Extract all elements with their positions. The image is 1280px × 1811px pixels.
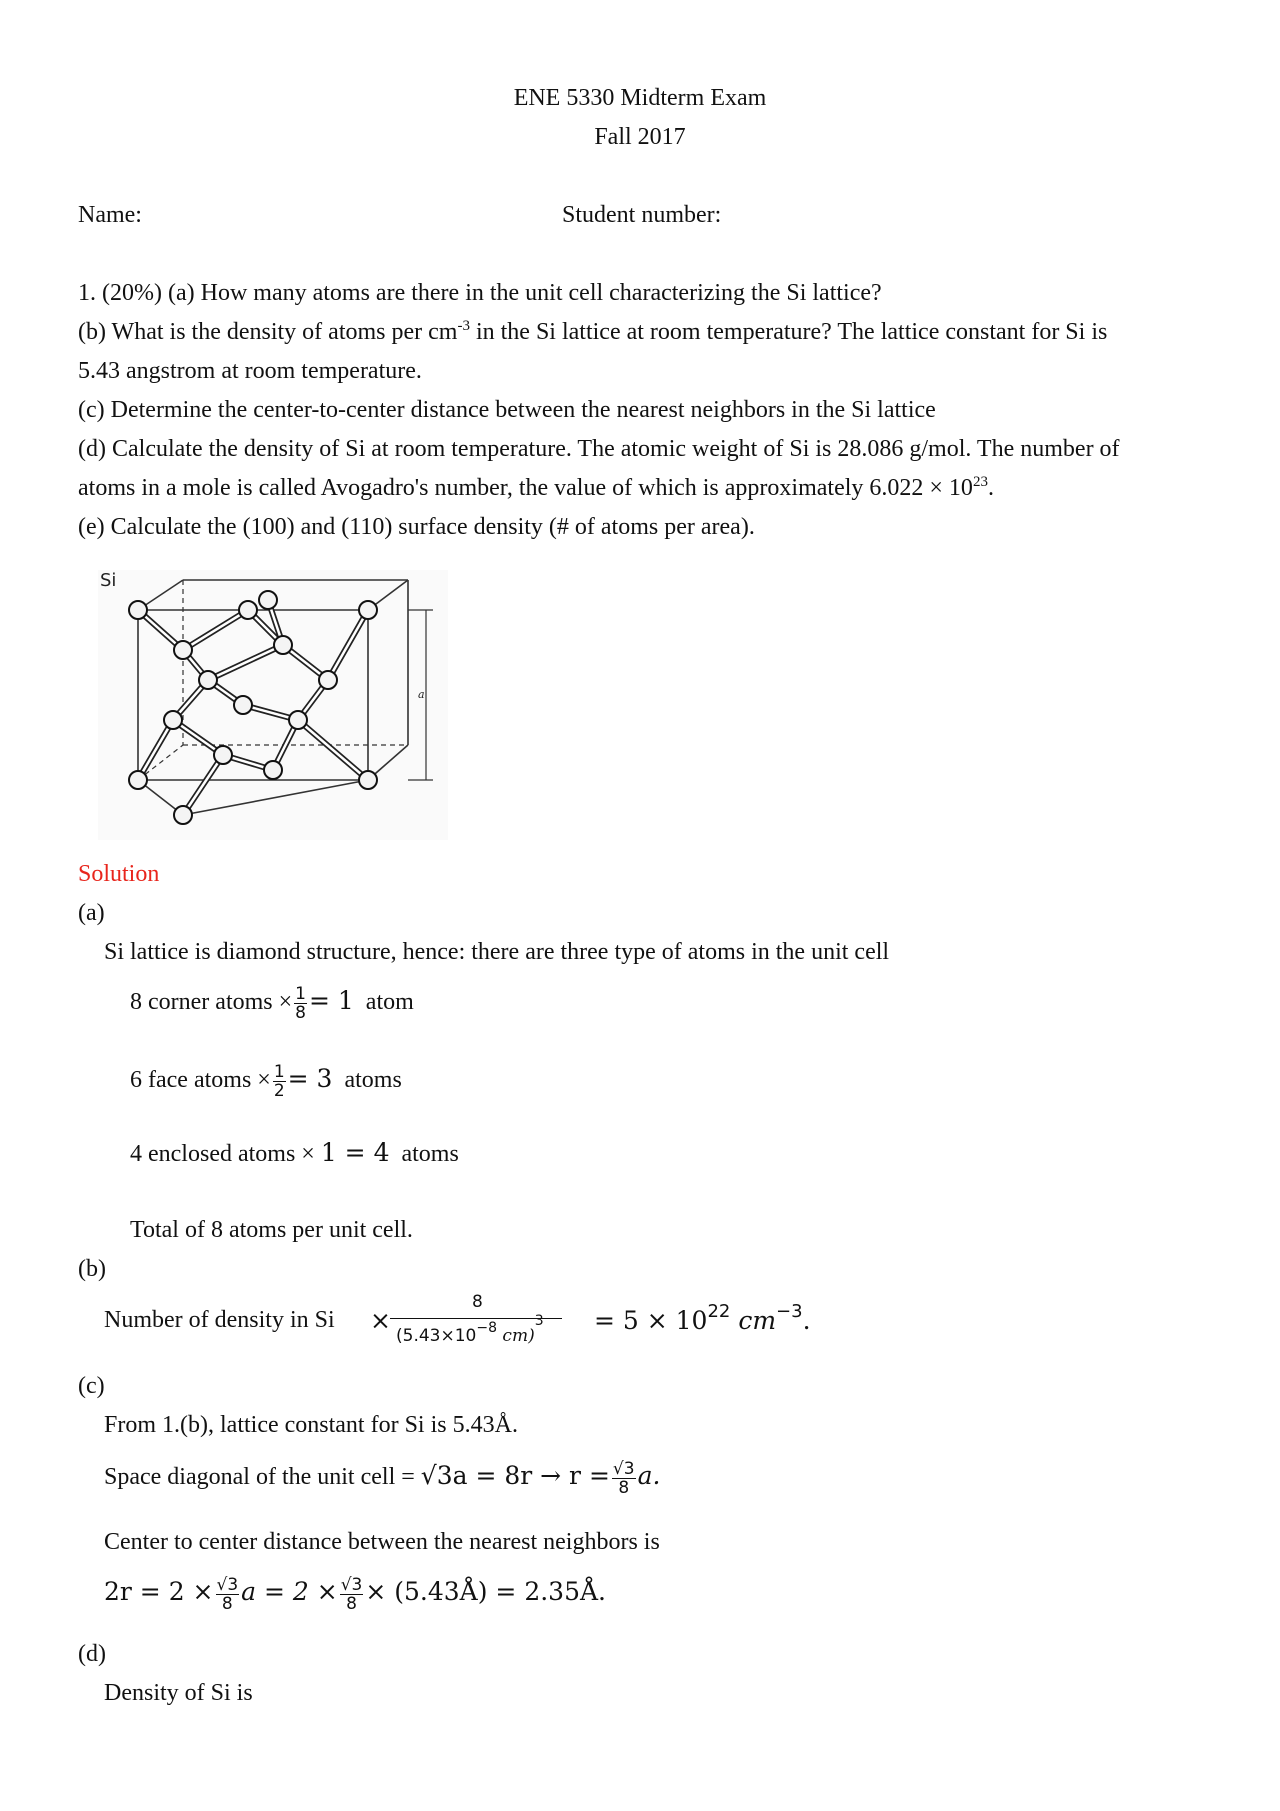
atom-label: Si [100,570,117,591]
corner-result: = 1 [308,986,354,1016]
calc-fraction-1 [216,1576,240,1613]
face-fraction-num: 1 [273,1062,285,1082]
diag-fraction [612,1460,636,1497]
result-unit-exp: −3 [776,1301,803,1322]
exam-title: ENE 5330 Midterm Exam [513,85,767,111]
corner-text: 8 corner atoms × [130,989,293,1016]
question-a: 1. (20%) (a) How many atoms are there in the unit cell characterizing the Si lattice? [78,280,882,306]
enclosed-atoms-line [130,1138,459,1169]
question-b-part2: in the Si lattice at room temperature? The lattice constant for Si is [469,319,1108,345]
calc-post: × (5.43Å) = 2.35Å. [365,1577,606,1607]
calc-fraction-2-num: √3 [340,1575,363,1595]
calc-mid: a = 2 × [241,1577,338,1607]
enclosed-result: 1 = 4 [320,1138,390,1167]
diag-end: a. [637,1461,661,1491]
density-numerator: 8 [472,1292,483,1312]
times-sign: × [370,1306,391,1335]
name-label: Name: [78,202,142,228]
question-b [78,318,1107,347]
density-result [594,1301,811,1336]
calc-fraction-1-num: √3 [216,1575,239,1595]
denominator-exp: −8 [476,1320,498,1336]
density-si-text: Density of Si is [104,1680,253,1706]
result-end: . [802,1306,811,1335]
face-result: = 3 [287,1064,333,1094]
question-c: (c) Determine the center-to-center distance between the nearest neighbors in the Si lattice [78,397,936,423]
diag-expr: √3a = 8r → r = [420,1461,610,1491]
solution-a-label: (a) [78,900,105,926]
enclosed-unit: atoms [401,1141,459,1167]
denominator-pre: (5.43×10 [396,1326,477,1346]
denominator-unit: cm) [502,1326,535,1346]
calc-fraction-1-den: 8 [216,1594,240,1613]
enclosed-text: 4 enclosed atoms × [130,1141,315,1167]
question-b-part1: (b) What is the density of atoms per cm [78,319,458,345]
solution-d-label: (d) [78,1641,106,1667]
center-distance-text: Center to center distance between the nearest neighbors is [104,1529,660,1555]
calc-pre: 2r = 2 × [104,1577,214,1607]
diag-text: Space diagonal of the unit cell = [104,1464,415,1491]
corner-fraction-num: 1 [295,984,306,1004]
result-exp: 22 [707,1301,731,1322]
solution-a-intro: Si lattice is diamond structure, hence: there are three type of atoms in the unit cell [104,939,890,965]
question-d-line1: (d) Calculate the density of Si at room temperature. The atomic weight of Si is 28.086 g/mol. The number of [78,436,1120,462]
solution-heading: Solution [78,861,160,887]
question-e: (e) Calculate the (100) and (110) surface density (# of atoms per area). [78,514,755,540]
si-lattice-figure [98,570,448,840]
result-unit: cm [738,1306,777,1335]
denominator-power: 3 [534,1313,544,1329]
space-diagonal-line [104,1460,660,1497]
question-d-end: . [987,475,994,501]
solution-c-label: (c) [78,1373,105,1399]
question-d-sup: 23 [972,474,988,490]
corner-fraction-den: 8 [295,1003,306,1023]
face-unit: atoms [344,1067,402,1094]
question-d-text: atoms in a mole is called Avogadro's number, the value of which is approximately 6.022 × 10 [78,475,973,501]
student-number-label: Student number: [562,202,722,228]
question-d-line2 [78,474,994,503]
question-b-line2: 5.43 angstrom at room temperature. [78,358,422,384]
corner-atoms-line [130,985,414,1022]
diag-fraction-den: 8 [612,1478,636,1497]
face-fraction-den: 2 [273,1081,285,1101]
total-atoms: Total of 8 atoms per unit cell. [130,1217,413,1243]
result-base: = 5 × 10 [594,1306,708,1335]
face-text: 6 face atoms × [130,1067,271,1094]
face-fraction [273,1063,286,1100]
corner-fraction [294,985,307,1022]
dimension-label: a [418,688,425,701]
face-atoms-line [130,1063,402,1100]
lattice-constant-line: From 1.(b), lattice constant for Si is 5.43Å. [104,1412,518,1438]
diag-fraction-num: √3 [612,1459,635,1479]
calc-fraction-2-den: 8 [340,1594,364,1613]
density-text: Number of density in Si [104,1307,335,1333]
solution-b-label: (b) [78,1256,106,1282]
exam-term: Fall 2017 [594,124,686,150]
question-b-sup: -3 [457,318,470,334]
corner-unit: atom [365,989,414,1016]
density-denominator [396,1313,544,1346]
center-distance-calc [104,1576,606,1613]
calc-fraction-2 [340,1576,364,1613]
